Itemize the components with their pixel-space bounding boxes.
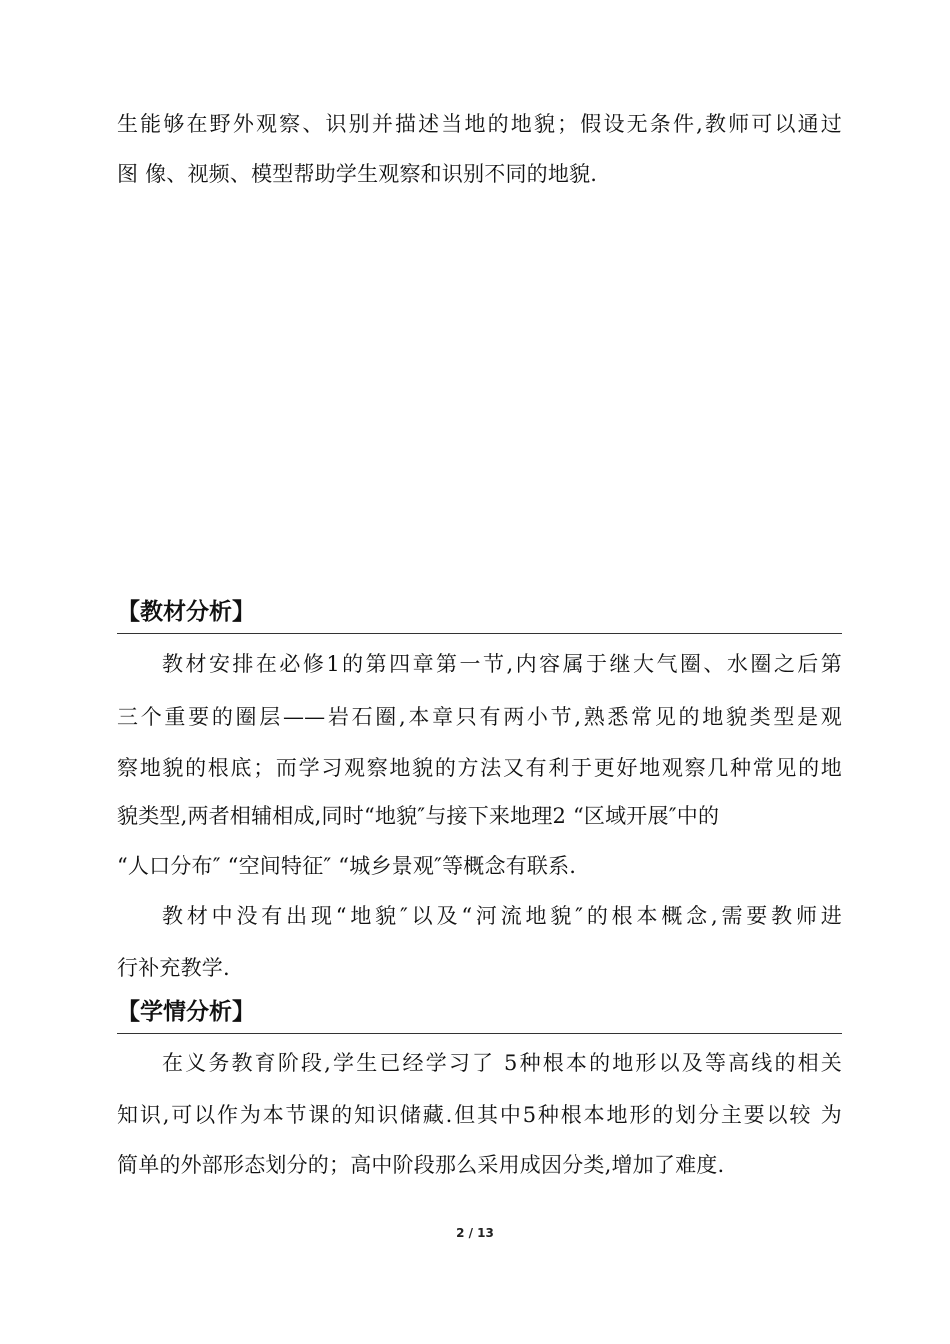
student-para1-line-2: 知识,可以作为本节课的知识储藏.但其中5种根本地形的划分主要以较 为 [117, 1103, 842, 1127]
student-para1-line-1: 在义务教育阶段,学生已经学习了 5种根本的地形以及等高线的相关 [162, 1051, 842, 1075]
textbook-para1-line-1: 教材安排在必修1的第四章第一节,内容属于继大气圈、水圈之后第 [162, 652, 842, 676]
student-analysis-heading: 【学情分析】 [117, 997, 842, 1034]
page-number: 2 / 13 [456, 1226, 494, 1240]
textbook-analysis-heading: 【教材分析】 [117, 597, 842, 634]
textbook-para2-line-1: 教材中没有出现“地貌″以及“河流地貌″的根本概念,需要教师进 [162, 904, 842, 928]
student-para1-line-3: 简单的外部形态划分的；高中阶段那么采用成因分类,增加了难度. [117, 1153, 725, 1177]
textbook-para1-line-4: 貌类型,两者相辅相成,同时“地貌″与接下来地理2 “区域开展″中的 [117, 804, 720, 828]
textbook-para1-line-3: 察地貌的根底；而学习观察地貌的方法又有利于更好地观察几种常见的地 [117, 756, 842, 780]
textbook-para1-line-2: 三个重要的圈层——岩石圈,本章只有两小节,熟悉常见的地貌类型是观 [117, 705, 842, 729]
textbook-para1-line-5: “人口分布″ “空间特征″ “城乡景观″等概念有联系. [117, 854, 577, 878]
textbook-para2-line-2: 行补充教学. [117, 956, 230, 980]
intro-line-2: 图 像、视频、模型帮助学生观察和识别不同的地貌. [117, 162, 598, 186]
intro-line-1: 生能够在野外观察、识别并描述当地的地貌；假设无条件,教师可以通过 [117, 112, 842, 136]
